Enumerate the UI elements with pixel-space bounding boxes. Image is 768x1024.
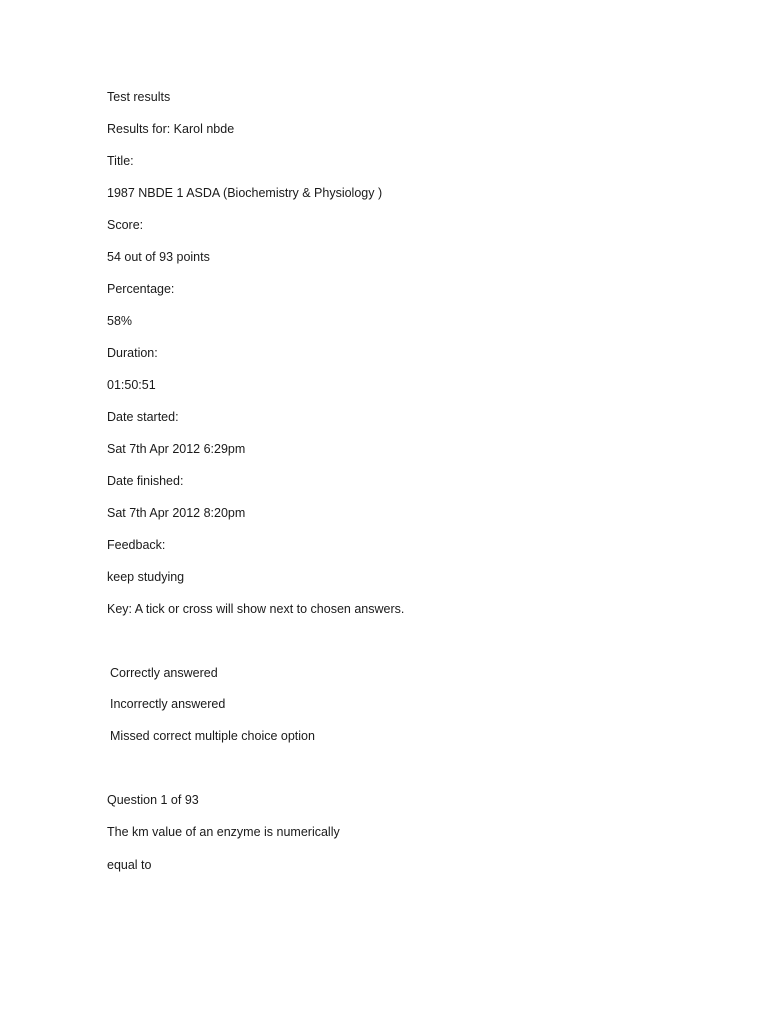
key-item-correct: Correctly answered xyxy=(110,666,218,680)
question-header: Question 1 of 93 xyxy=(107,793,199,807)
title-label: Title: xyxy=(107,154,134,168)
question-text-line-2: equal to xyxy=(107,858,152,872)
key-text: Key: A tick or cross will show next to chosen answers. xyxy=(107,602,405,616)
title-value: 1987 NBDE 1 ASDA (Biochemistry & Physiology ) xyxy=(107,186,383,200)
page-heading: Test results xyxy=(107,90,171,104)
key-item-missed: Missed correct multiple choice option xyxy=(110,729,315,743)
date-finished-label: Date finished: xyxy=(107,474,184,488)
question-text-line-1: The km value of an enzyme is numerically xyxy=(107,825,340,839)
date-started-value: Sat 7th Apr 2012 6:29pm xyxy=(107,442,246,456)
percentage-value: 58% xyxy=(107,314,133,328)
date-finished-value: Sat 7th Apr 2012 8:20pm xyxy=(107,506,246,520)
score-label: Score: xyxy=(107,218,144,232)
date-started-label: Date started: xyxy=(107,410,179,424)
score-value: 54 out of 93 points xyxy=(107,250,210,264)
duration-value: 01:50:51 xyxy=(107,378,156,392)
percentage-label: Percentage: xyxy=(107,282,175,296)
duration-label: Duration: xyxy=(107,346,158,360)
results-for: Results for: Karol nbde xyxy=(107,122,235,136)
feedback-label: Feedback: xyxy=(107,538,166,552)
key-item-incorrect: Incorrectly answered xyxy=(110,697,226,711)
feedback-value: keep studying xyxy=(107,570,185,584)
